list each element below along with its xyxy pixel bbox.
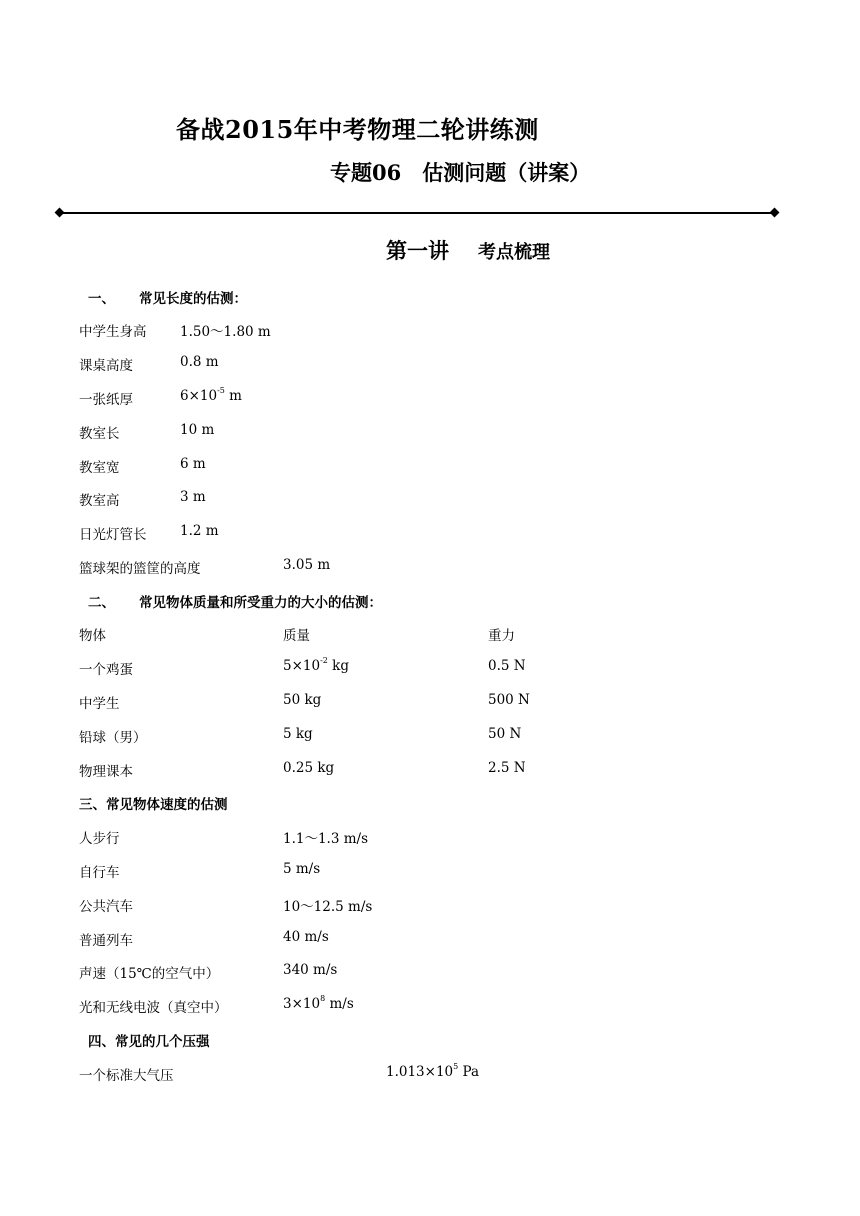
mass-row-weight: 0.5 N (488, 658, 526, 674)
mass-row-mass: 50 kg (283, 692, 322, 708)
mass-row-object: 一个鸡蛋 (79, 662, 133, 678)
length-row-name: 教室宽 (79, 460, 120, 476)
exponent: 5 (453, 1062, 459, 1071)
mass-row-object: 铅球（男） (79, 730, 147, 746)
mass-header-weight: 重力 (488, 628, 515, 644)
document-title: 备战2015年中考物理二轮讲练测 (176, 115, 539, 144)
speed-row-name: 光和无线电波（真空中） (79, 1000, 228, 1016)
length-row-name: 一张纸厚 (79, 392, 133, 408)
section-pressure-title: 四、常见的几个压强 (88, 1034, 210, 1050)
pressure-row-value: $1.013\times 10^5$ Pa (386, 1062, 480, 1080)
length-row-name: 日光灯管长 (79, 527, 147, 543)
exponent: -5 (217, 386, 225, 395)
length-row-name: 中学生身高 (79, 324, 147, 340)
mass-row-weight: 50 N (488, 726, 522, 742)
lecture-title: 第一讲 (386, 238, 449, 263)
mass-header-object: 物体 (79, 628, 106, 644)
length-row-value: $6\times 10^{-5}$ m (180, 386, 242, 404)
section-mass-title: 常见物体质量和所受重力的大小的估测： (139, 595, 382, 611)
length-row-name: 篮球架的篮筐的高度 (79, 561, 201, 577)
mass-row-weight: 2.5 N (488, 760, 526, 776)
mass-row-mass: 0.25 kg (283, 760, 335, 776)
mass-header-mass: 质量 (283, 628, 310, 644)
lecture-subtitle: 考点梳理 (478, 242, 550, 263)
length-row-name: 教室长 (79, 426, 120, 442)
length-row-value: 6 m (180, 456, 206, 472)
speed-row-name: 自行车 (79, 865, 120, 881)
exponent: -2 (320, 656, 328, 665)
speed-row-name: 声速（15℃的空气中） (79, 966, 220, 982)
length-row-value: 1.2 m (180, 523, 219, 539)
speed-row-value: 340 m/s (283, 962, 338, 978)
section-speed-title: 三、常见物体速度的估测 (79, 797, 228, 813)
speed-row-value: 5 m/s (283, 861, 321, 877)
section-length-title: 常见长度的估测： (139, 291, 247, 307)
length-row-name: 课桌高度 (79, 358, 133, 374)
speed-row-name: 人步行 (79, 831, 120, 847)
mass-row-object: 中学生 (79, 696, 120, 712)
length-row-value: 3.05 m (283, 557, 331, 573)
mass-row-mass: 5 kg (283, 726, 313, 742)
exponent: 8 (320, 994, 326, 1003)
pressure-row-name: 一个标准大气压 (79, 1068, 174, 1084)
length-row-name: 教室高 (79, 493, 120, 509)
mass-row-mass: $5\times 10^{-2}$ kg (283, 656, 350, 674)
length-row-value: 10 m (180, 422, 215, 438)
speed-row-value: 1.1～1.3 m/s (283, 831, 369, 847)
speed-row-value: 10～12.5 m/s (283, 899, 373, 915)
length-row-value: 1.50～1.80 m (180, 324, 271, 340)
mass-row-object: 物理课本 (79, 764, 133, 780)
length-row-value: 0.8 m (180, 354, 219, 370)
speed-row-name: 公共汽车 (79, 899, 133, 915)
mass-row-weight: 500 N (488, 692, 530, 708)
speed-row-value: $3\times 10^8$ m/s (283, 994, 354, 1012)
speed-row-value: 40 m/s (283, 929, 329, 945)
length-row-value: 3 m (180, 489, 206, 505)
section-mass-number: 二、 (88, 595, 115, 611)
rule-right-diamond (770, 208, 780, 218)
section-length-number: 一、 (88, 291, 115, 307)
document-subtitle: 专题06 估测问题（讲案） (330, 160, 591, 185)
speed-row-name: 普通列车 (79, 933, 133, 949)
header-divider (59, 212, 775, 214)
